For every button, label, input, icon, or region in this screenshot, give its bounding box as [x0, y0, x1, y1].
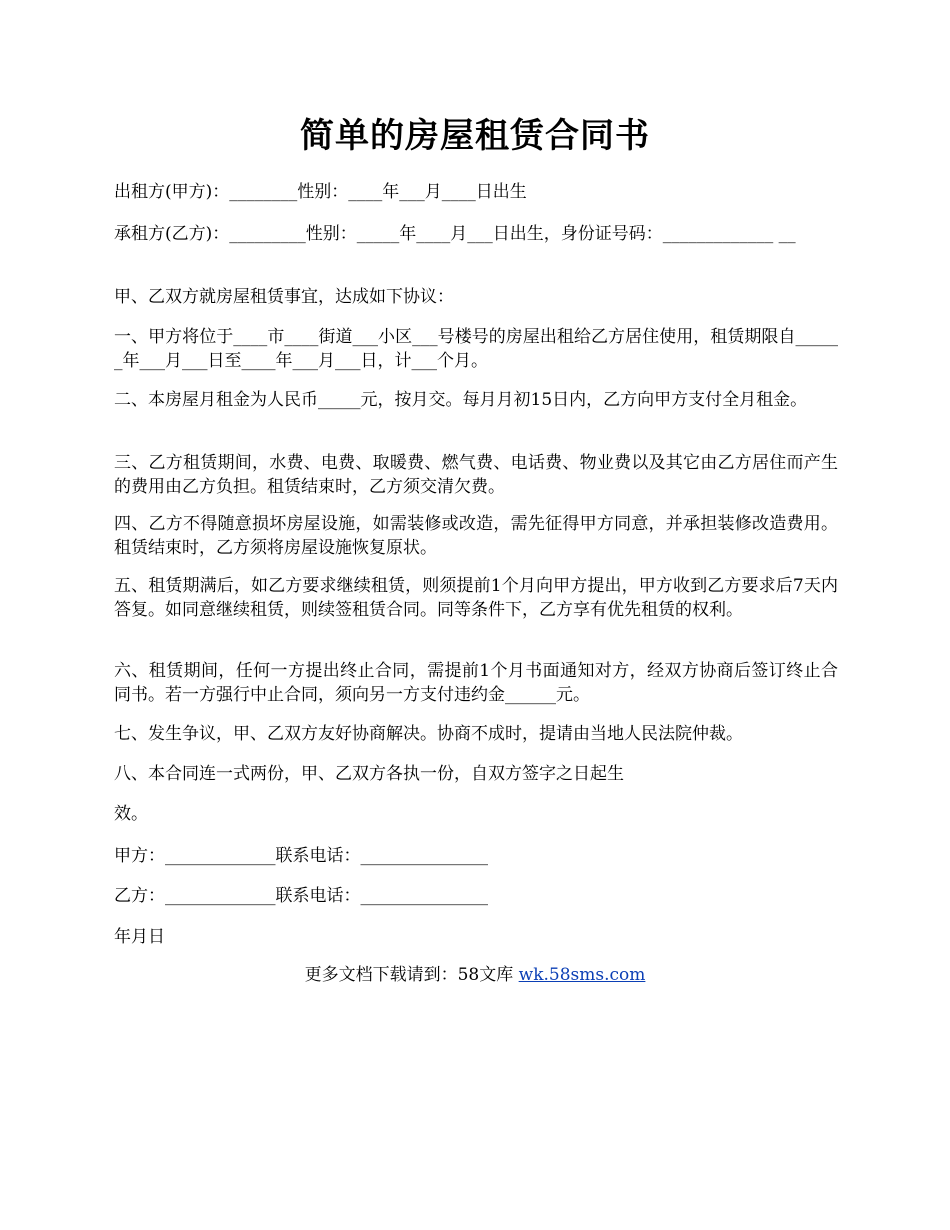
clause-5: 五、租赁期满后，如乙方要求继续租赁，则须提前1个月向甲方提出，甲方收到乙方要求后7天内答复。如同意继续租赁，则续签租赁合同。同等条件下，乙方享有优先租赁的权利。: [114, 576, 838, 620]
lessee-info-line: 承租方(乙方)：_________性别：_____年____月___日出生，身份证号码：_____________ __: [114, 224, 796, 244]
date-line: 年月日: [114, 927, 165, 947]
clause-4: 四、乙方不得随意损坏房屋设施，如需装修或改造，需先征得甲方同意，并承担装修改造费用。租赁结束时，乙方须将房屋设施恢复原状。: [114, 514, 838, 558]
clause-6: 六、租赁期间，任何一方提出终止合同，需提前1个月书面通知对方，经双方协商后签订终止合同书。若一方强行中止合同，须向另一方支付违约金______元。: [114, 661, 838, 705]
clause-8: 八、本合同连一式两份，甲、乙双方各执一份，自双方签字之日起生: [114, 764, 624, 784]
clause-8-continued: 效。: [114, 804, 148, 824]
party-b-signature-line: 乙方：_____________联系电话：_______________: [114, 886, 488, 906]
clause-7: 七、发生争议，甲、乙双方友好协商解决。协商不成时，提请由当地人民法院仲裁。: [114, 724, 743, 744]
lessor-info-line: 出租方(甲方)：________性别：____年___月____日出生: [114, 182, 527, 202]
clause-3: 三、乙方租赁期间，水费、电费、取暖费、燃气费、电话费、物业费以及其它由乙方居住而产生的费用由乙方负担。租赁结束时，乙方须交清欠费。: [114, 453, 838, 497]
footer-download-note: [0, 962, 950, 988]
footer-link[interactable]: wk.58sms.com: [518, 965, 646, 985]
footer-text: 更多文档下载请到：58文库: [304, 965, 519, 985]
document-title: 简单的房屋租赁合同书: [300, 116, 650, 156]
clause-2: 二、本房屋月租金为人民币_____元，按月交。每月月初15日内，乙方向甲方支付全月租金。: [114, 390, 808, 410]
agreement-intro: 甲、乙双方就房屋租赁事宜，达成如下协议：: [114, 287, 454, 307]
clause-1: 一、甲方将位于____市____街道___小区___号楼号的房屋出租给乙方居住使用，租赁期限自______年___月___日至____年___月___日，计___个月。: [114, 327, 838, 371]
party-a-signature-line: 甲方：_____________联系电话：_______________: [114, 846, 488, 866]
